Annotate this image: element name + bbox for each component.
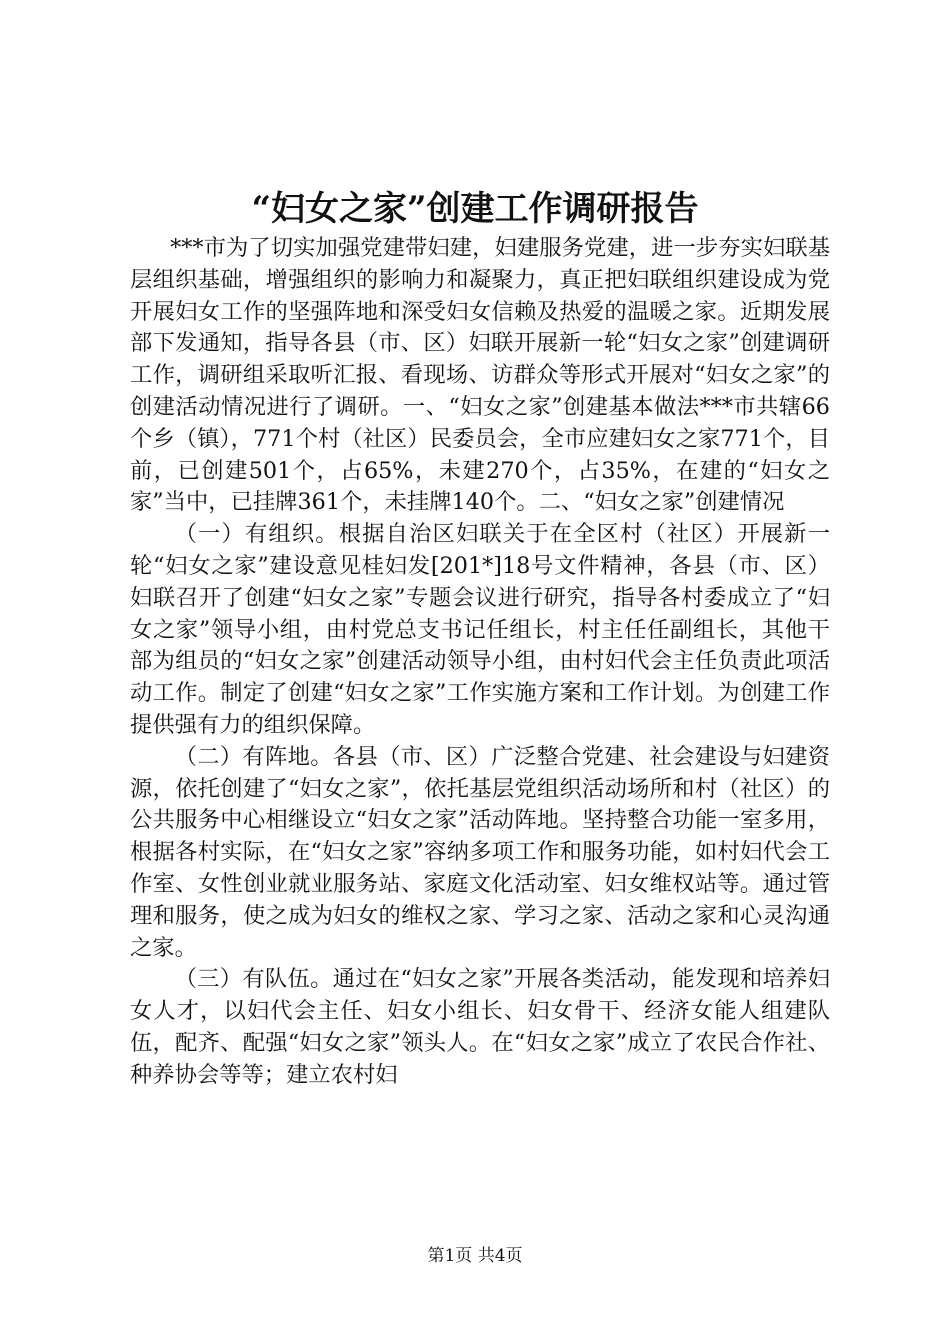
document-body: [130, 233, 830, 1092]
paragraph-intro: ***市为了切实加强党建带妇建，妇建服务党建，进一步夯实妇联基层组织基础，增强组织的影响力和凝聚力，真正把妇联组织建设成为党开展妇女工作的坚强阵地和深受妇女信赖及热爱的温暖之家。近期发展部下发通知，指导各县（市、区）妇联开展新一轮“妇女之家”创建调研工作，调研组采取听汇报、看现场、访群众等形式开展对“妇女之家”的创建活动情况进行了调研。一、“妇女之家”创建基本做法***市共辖66个乡（镇），771个村（社区）民委员会，全市应建妇女之家771个，目前，已创建501个，占65%，未建270个，占35%，在建的“妇女之家”当中，已挂牌361个，未挂牌140个。二、“妇女之家”创建情况: [130, 235, 830, 516]
paragraph-team: （三）有队伍。通过在“妇女之家”开展各类活动，能发现和培养妇女人才，以妇代会主任、妇女小组长、妇女骨干、经济女能人组建队伍，配齐、配强“妇女之家”领头人。在“妇女之家”成立了农民合作社、种养协会等等；建立农村妇: [130, 966, 830, 1088]
page-footer: 第1页 共4页: [427, 1246, 523, 1266]
document-title: “妇女之家”创建工作调研报告: [251, 189, 699, 229]
paragraph-organization: （一）有组织。根据自治区妇联关于在全区村（社区）开展新一轮“妇女之家”建设意见桂妇发[201*]18号文件精神，各县（市、区）妇联召开了创建“妇女之家”专题会议进行研究，指导各村委成立了“妇女之家”领导小组，由村党总支书记任组长，村主任任副组长，其他干部为组员的“妇女之家”创建活动领导小组，由村妇代会主任负责此项活动工作。制定了创建“妇女之家”工作实施方案和工作计划。为创建工作提供强有力的组织保障。: [130, 521, 830, 738]
paragraph-venue: （二）有阵地。各县（市、区）广泛整合党建、社会建设与妇建资源，依托创建了“妇女之家”，依托基层党组织活动场所和村（社区）的公共服务中心相继设立“妇女之家”活动阵地。坚持整合功能一室多用，根据各村实际，在“妇女之家”容纳多项工作和服务功能，如村妇代会工作室、女性创业就业服务站、家庭文化活动室、妇女维权站等。通过管理和服务，使之成为妇女的维权之家、学习之家、活动之家和心灵沟通之家。: [130, 743, 830, 961]
